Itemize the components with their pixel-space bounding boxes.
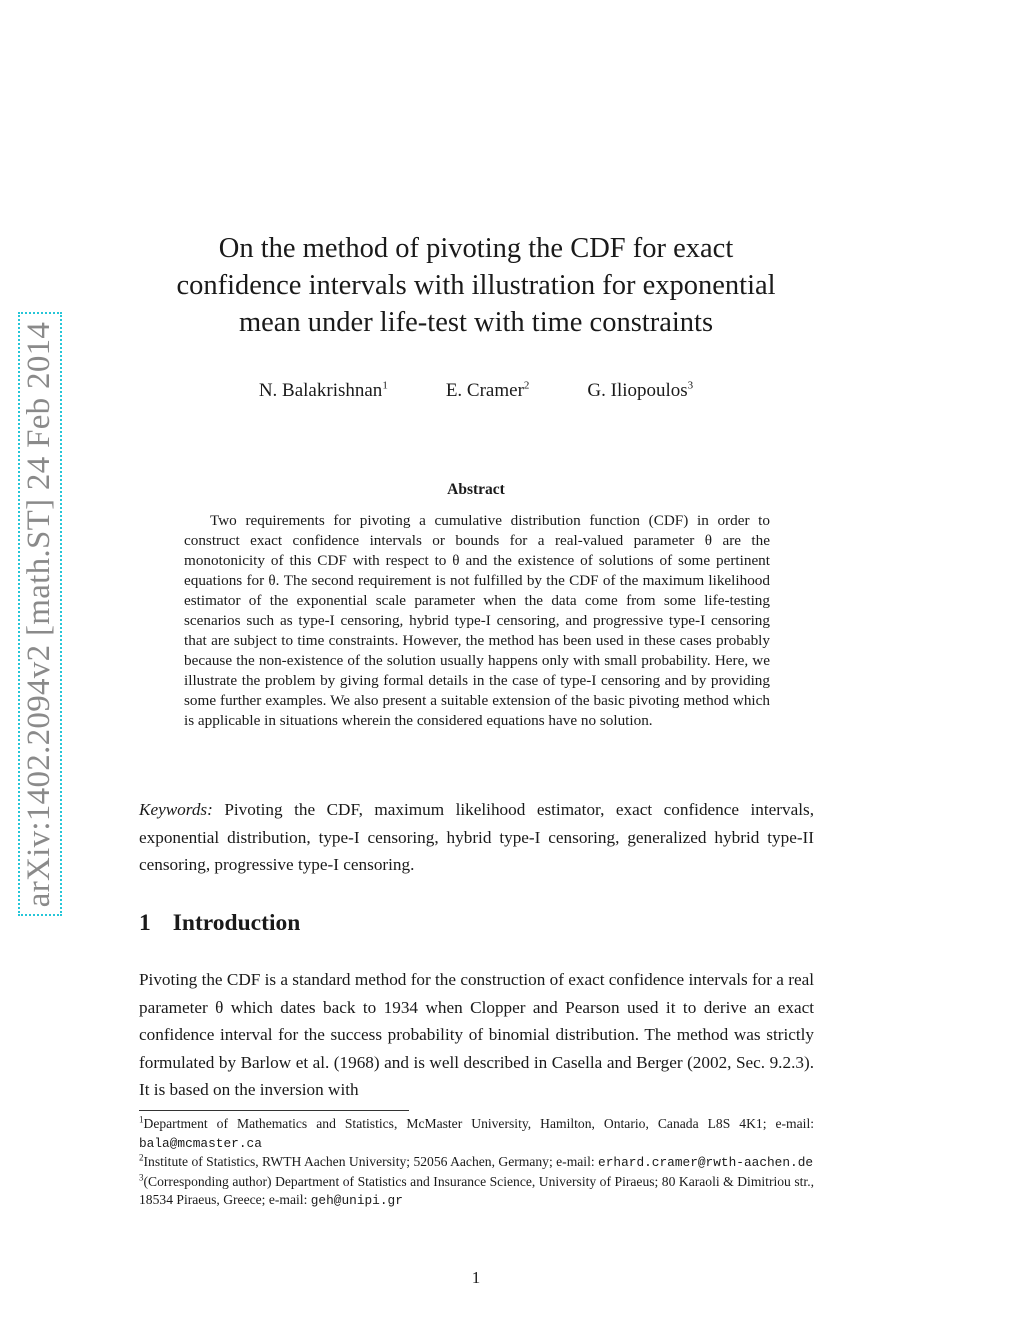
section-number: 1 — [139, 910, 151, 936]
keywords — [139, 796, 814, 879]
footnote — [139, 1115, 814, 1153]
author-name: G. Iliopoulos — [587, 380, 688, 401]
affiliation-mark: 2 — [523, 379, 530, 392]
affiliation-mark: 3 — [687, 379, 694, 392]
footnote-rule — [139, 1110, 409, 1111]
introduction-paragraph: Pivoting the CDF is a standard method for the construction of exact confidence intervals for a real parameter θ which dates back to 1934 when Clopper and Pearson used it to derive an exact confidence interval for the success probability of binomial distribution. The method was strictly formulated by Barlow et al. (1968) and is well described in Casella and Berger (2002, Sec. 9.2.3). It is based on the inversion with — [139, 970, 814, 1099]
affiliation-mark: 1 — [382, 379, 388, 392]
footnote-text: Institute of Statistics, RWTH Aachen University; 52056 Aachen, Germany; e-mail: — [143, 1154, 599, 1169]
footnote-mark: 2 — [139, 1152, 144, 1163]
arxiv-identifier: arXiv:1402.2094v2 [math.ST] 24 Feb 2014 — [21, 321, 58, 907]
footnote-text: (Corresponding author) Department of Statistics and Insurance Science, University of Piraeus; 80 Karaoli & Dimitriou str., 18534 Piraeus, Greece; e-mail: — [139, 1173, 814, 1207]
footnote-mark: 3 — [139, 1171, 144, 1182]
footnotes — [139, 1115, 814, 1211]
paper-title — [140, 230, 812, 341]
section-title: Introduction — [172, 910, 301, 936]
title-line: mean under life-test with time constraints — [238, 307, 714, 338]
author — [259, 380, 388, 402]
author — [446, 380, 530, 402]
footnote — [139, 1153, 814, 1173]
author — [587, 380, 693, 402]
section-heading — [139, 910, 300, 937]
footnote-text: Department of Mathematics and Statistics, McMaster University, Hamilton, Ontario, Canada L8S 4K1; e-mail: — [143, 1116, 814, 1131]
abstract-heading: Abstract — [447, 481, 505, 498]
footnote-email: erhard.cramer@rwth-aachen.de — [598, 1155, 814, 1170]
author-name: E. Cramer — [445, 380, 524, 401]
page-number: 1 — [471, 1268, 481, 1287]
footnote-mark: 1 — [139, 1114, 144, 1125]
arxiv-stamp — [18, 312, 62, 916]
footnote-email: bala@mcmaster.ca — [139, 1135, 262, 1151]
author-list — [140, 380, 812, 402]
abstract-text: Two requirements for pivoting a cumulative distribution function (CDF) in order to construct exact confidence intervals or bounds for a real-valued parameter θ are the monotonicity of this CDF with respect to θ and the existence of solutions of some pertinent equations for θ. The second requirement is not fulfilled by the CDF of the maximum likelihood estimator of the exponential scale parameter when the data come from some life-testing scenarios such as type-I censoring, hybrid type-I censoring, and progressive type-I censoring that are subject to time constraints. However, the method has been used in these cases probably because the non-existence of the solution usually happens only with small probability. Here, we illustrate the problem by giving formal details in the case of type-I censoring and by providing some further examples. We also present a suitable extension of the basic pivoting method which is applicable in situations wherein the considered equations have no solution. — [184, 512, 770, 729]
keywords-text: Pivoting the CDF, maximum likelihood estimator, exact confidence intervals, exponential distribution, type-I censoring, hybrid type-I censoring, generalized hybrid type-II censoring, progressive type-I censoring. — [139, 800, 814, 874]
title-line: On the method of pivoting the CDF for exact — [218, 233, 734, 264]
footnote-email: geh@unipi.gr — [310, 1193, 403, 1208]
footnote — [139, 1173, 814, 1211]
author-name: N. Balakrishnan — [258, 380, 383, 401]
keywords-label: Keywords: — [139, 800, 213, 819]
title-line: confidence intervals with illustration for exponential — [176, 270, 776, 301]
